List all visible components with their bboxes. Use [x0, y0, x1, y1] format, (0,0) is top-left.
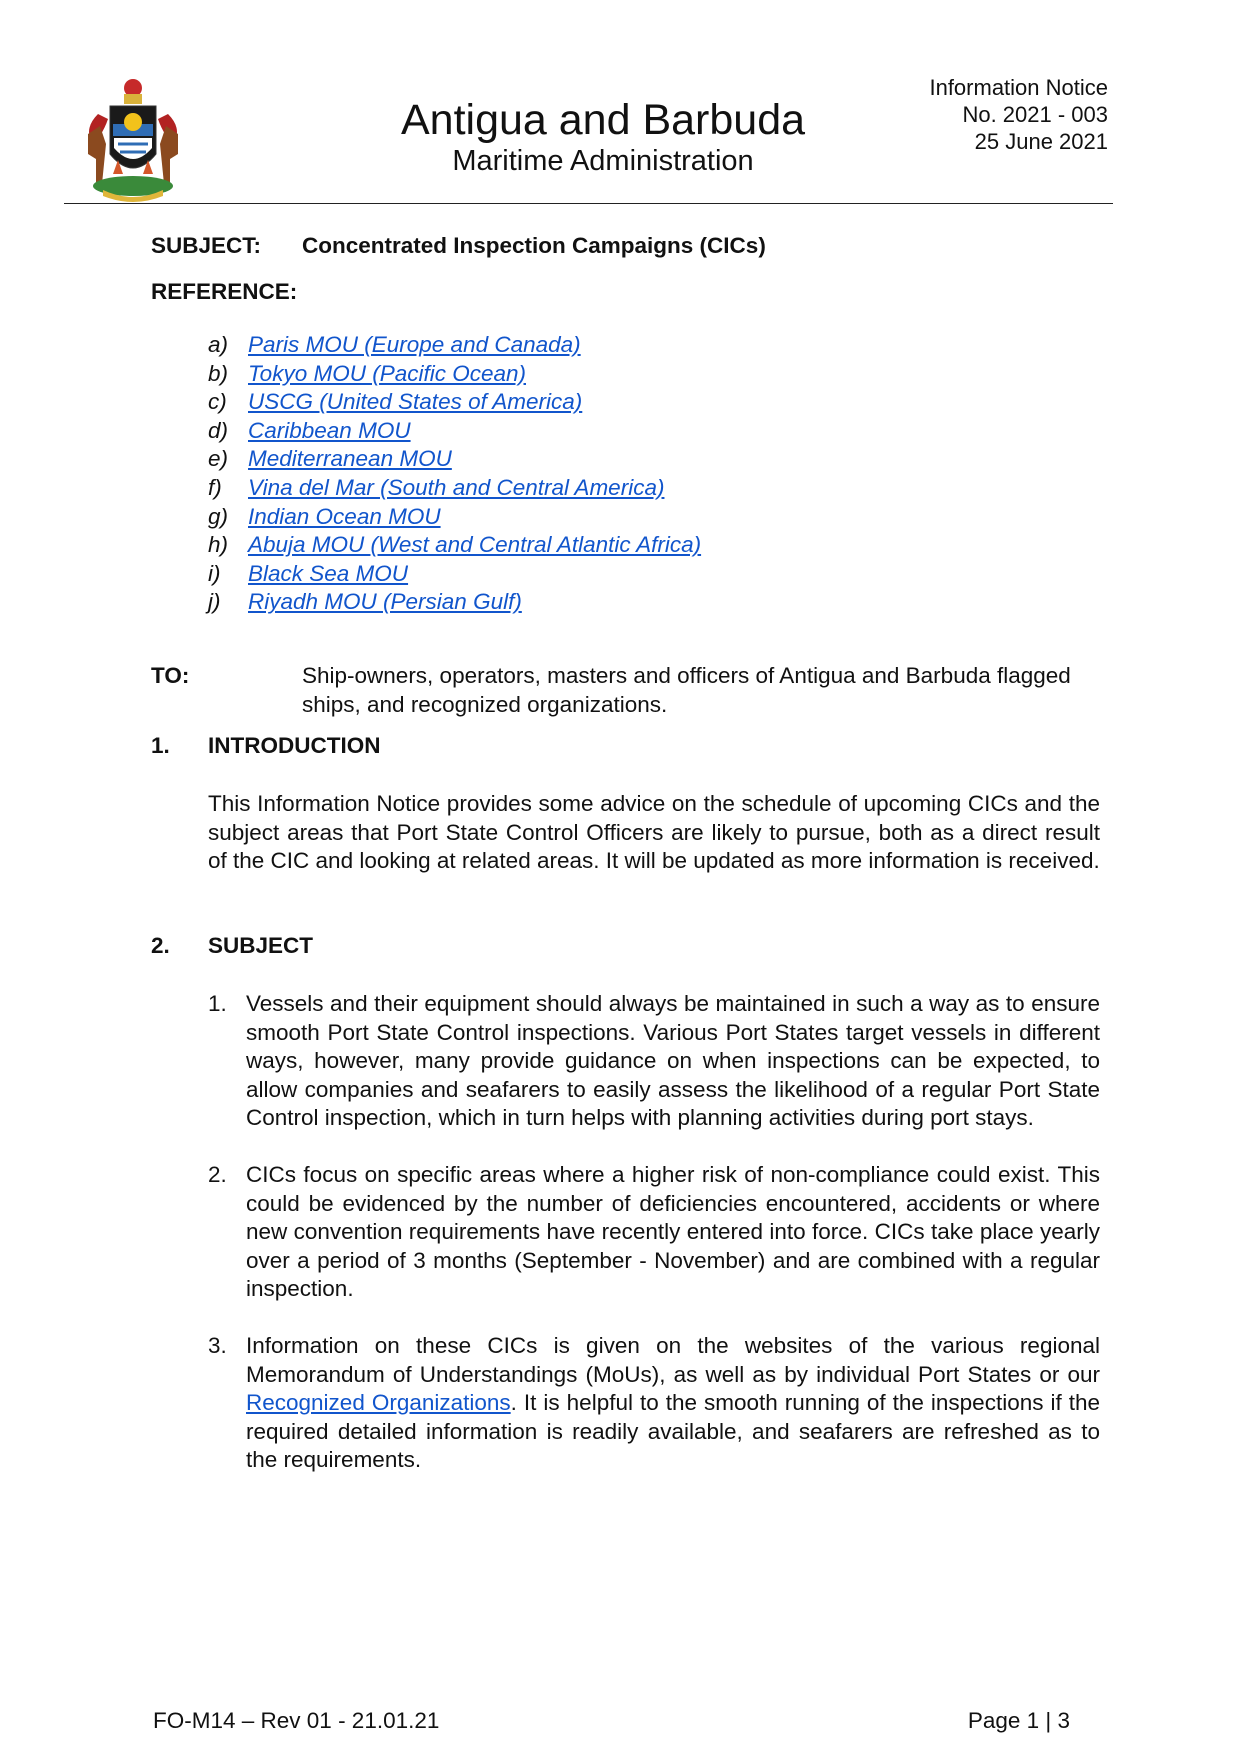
- reference-item: [208, 388, 701, 417]
- reference-item: [208, 417, 701, 446]
- notice-number: No. 2021 - 003: [962, 102, 1108, 127]
- subject-text: Concentrated Inspection Campaigns (CICs): [302, 233, 766, 258]
- header-divider: [64, 203, 1113, 204]
- reference-item: [208, 474, 701, 503]
- reference-letter: c): [208, 389, 227, 415]
- list-item-number: 3.: [208, 1333, 227, 1358]
- reference-letter: j): [208, 589, 221, 615]
- reference-item: [208, 503, 701, 532]
- reference-item: [208, 445, 701, 474]
- notice-type: Information Notice: [929, 75, 1108, 100]
- reference-link-black-sea-mou[interactable]: Black Sea MOU: [248, 560, 409, 586]
- section-2-title: SUBJECT: [208, 933, 314, 958]
- reference-item: [208, 560, 701, 589]
- reference-link-paris-mou[interactable]: Paris MOU (Europe and Canada): [248, 332, 581, 357]
- list-item: [208, 1332, 1100, 1475]
- reference-link-tokyo-mou[interactable]: Tokyo MOU (Pacific Ocean): [248, 360, 526, 386]
- section-1-body: This Information Notice provides some advice on the schedule of upcoming CICs and the subject areas that Port State Control Officers are likely to pursue, both as a direct result of the CIC and looking at related areas. It will be updated as more information is received.: [208, 791, 1100, 873]
- to-label: TO:: [151, 663, 190, 688]
- section-1-title: INTRODUCTION: [208, 733, 381, 758]
- reference-link-riyadh-mou[interactable]: Riyadh MOU (Persian Gulf): [248, 589, 522, 615]
- list-item-number: 2.: [208, 1162, 227, 1187]
- list-item: [208, 990, 1100, 1133]
- reference-item: [208, 331, 701, 360]
- reference-link-abuja-mou[interactable]: Abuja MOU (West and Central Atlantic Africa): [248, 532, 702, 558]
- reference-link-vina-del-mar[interactable]: Vina del Mar (South and Central America): [248, 474, 665, 500]
- reference-list: [208, 331, 701, 617]
- list-item-text: CICs focus on specific areas where a higher risk of non-compliance could exist. This could be evidenced by the number of deficiencies encountered, accidents or where new convention requirements have recently entered into force. CICs take place yearly over a period of 3 months (September - November) and are combined with a regular inspection.: [246, 1162, 1100, 1301]
- subject-label: SUBJECT:: [151, 233, 262, 258]
- list-item-text-after: . It is helpful to the smooth running of the inspections if the required detailed information is readily available, and seafarers are refreshed as to the requirements.: [246, 1390, 1100, 1472]
- footer-form-code: FO-M14 – Rev 01 - 21.01.21: [153, 1708, 440, 1733]
- reference-letter: i): [208, 560, 221, 586]
- reference-label: REFERENCE:: [151, 279, 298, 304]
- list-item-text-before: Information on these CICs is given on the websites of the various regional Memorandum of Understandings (MoUs), as well as by individual Port States or our: [246, 1333, 1100, 1387]
- document-title: Antigua and Barbuda: [400, 96, 806, 144]
- reference-item: [208, 360, 701, 389]
- to-recipients: Ship-owners, operators, masters and officers of Antigua and Barbuda flagged ships, and recognized organizations.: [302, 663, 1071, 717]
- reference-item: [208, 531, 701, 560]
- notice-date: 25 June 2021: [974, 129, 1108, 154]
- recognized-organizations-link[interactable]: Recognized Organizations: [246, 1390, 511, 1415]
- reference-letter: h): [208, 532, 229, 558]
- list-item-text: Vessels and their equipment should always be maintained in such a way as to ensure smooth Port State Control inspections. Various Port States target vessels in different ways, however, many provide guidance on when inspections can be expected, to allow companies and seafarers to easily assess the likelihood of a regular Port State Control inspection, which in turn helps with planning activities during port stays.: [246, 991, 1100, 1130]
- list-item: [208, 1161, 1100, 1304]
- reference-link-uscg[interactable]: USCG (United States of America): [248, 389, 583, 415]
- reference-letter: d): [208, 417, 229, 443]
- reference-link-indian-ocean-mou[interactable]: Indian Ocean MOU: [248, 503, 441, 529]
- notice-info: [788, 74, 1108, 155]
- reference-letter: e): [208, 446, 229, 472]
- section-2-number: 2.: [151, 933, 170, 958]
- section-1-number: 1.: [151, 733, 170, 758]
- reference-link-caribbean-mou[interactable]: Caribbean MOU: [248, 417, 411, 443]
- reference-link-mediterranean-mou[interactable]: Mediterranean MOU: [248, 446, 452, 472]
- document-subtitle: Maritime Administration: [452, 145, 754, 177]
- reference-item: [208, 588, 701, 617]
- section-2-list: [208, 990, 1100, 1503]
- reference-letter: a): [208, 332, 229, 357]
- footer-page-number: Page 1 | 3: [967, 1708, 1070, 1733]
- reference-letter: g): [208, 503, 229, 529]
- reference-letter: f): [208, 474, 222, 500]
- list-item-number: 1.: [208, 991, 227, 1016]
- reference-letter: b): [208, 360, 229, 386]
